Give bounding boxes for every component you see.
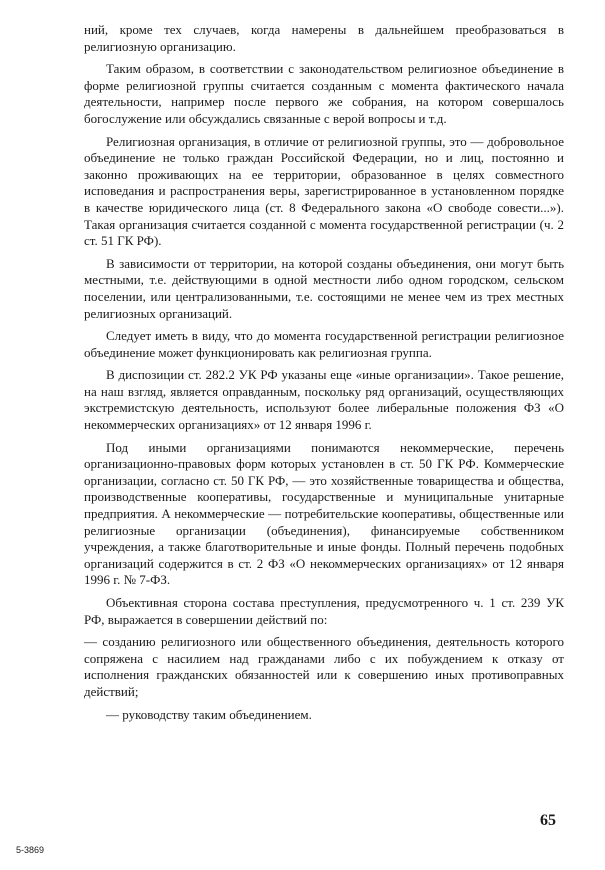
paragraph: Таким образом, в соответствии с законодательством религиозное объединение в форме религиозной группы считается созданным с момента фактического начала деятельности, например после первого же собрания, на котором совершалось богослужение или обсуждались связанные с верой вопросы и т.д. bbox=[84, 61, 564, 126]
page-body bbox=[84, 22, 564, 729]
page-number: 65 bbox=[540, 812, 556, 829]
paragraph: Под иными организациями понимаются некоммерческие, перечень организационно-правовых форм которых установлен в ст. 50 ГК РФ. Коммерческие организации, согласно ст. 50 ГК РФ, — это хозяйственные товарищества и общества, производственные кооперативы, государственные и муниципальные унитарные предприятия. А некоммерческие — потребительские кооперативы, общественные или религиозные организации (объединения), финансируемые собственником учреждения, а также благотворительные и иные фонды. Полный перечень подобных организаций содержится в ст. 2 ФЗ «О некоммерческих организациях» от 12 января 1996 г. № 7-ФЗ. bbox=[84, 439, 564, 588]
list-item: — руководству таким объединением. bbox=[106, 706, 312, 722]
paragraph: Религиозная организация, в отличие от религиозной группы, это — добровольное объединение не только граждан Российской Федерации, но и лиц, постоянно и законно проживающих на ее территории, образованное в целях совместного исповедания и распространения веры, зарегистрированное в установленном порядке в качестве юридического лица (ст. 8 Федерального закона «О свободе совести...»). Такая организация считается созданной с момента государственной регистрации (ч. 2 ст. 51 ГК РФ). bbox=[84, 133, 564, 249]
paragraph: В зависимости от территории, на которой созданы объединения, они могут быть местными, т.е. действующими в одной местности либо одном городском, сельском поселении, или централизованными, т.е. состоящими не менее чем из трех местных религиозных организаций. bbox=[84, 255, 564, 321]
signature-code: 5-3869 bbox=[16, 845, 45, 855]
paragraph: В диспозиции ст. 282.2 УК РФ указаны еще «иные организации». Такое решение, на наш взгляд, является оправданным, поскольку ряд организаций, осуществляющих экстремистскую деятельность, используют более либеральные положения ФЗ «О некоммерческих организациях» от 12 января 1996 г. bbox=[84, 367, 564, 433]
paragraph-continuation: ний, кроме тех случаев, когда намерены в дальнейшем преобразоваться в религиозную организацию. bbox=[84, 22, 564, 54]
list-item: — созданию религиозного или общественного объединения, деятельность которого сопряжена с насилием над гражданами либо с их побуждением к отказу от исполнения гражданских обязанностей или к совершению иных противоправных действий; bbox=[84, 634, 564, 699]
paragraph: Объективная сторона состава преступления, предусмотренного ч. 1 ст. 239 УК РФ, выражается в совершении действий по: bbox=[84, 595, 564, 627]
paragraph: Следует иметь в виду, что до момента государственной регистрации религиозное объединение может функционировать как религиозная группа. bbox=[84, 328, 564, 360]
